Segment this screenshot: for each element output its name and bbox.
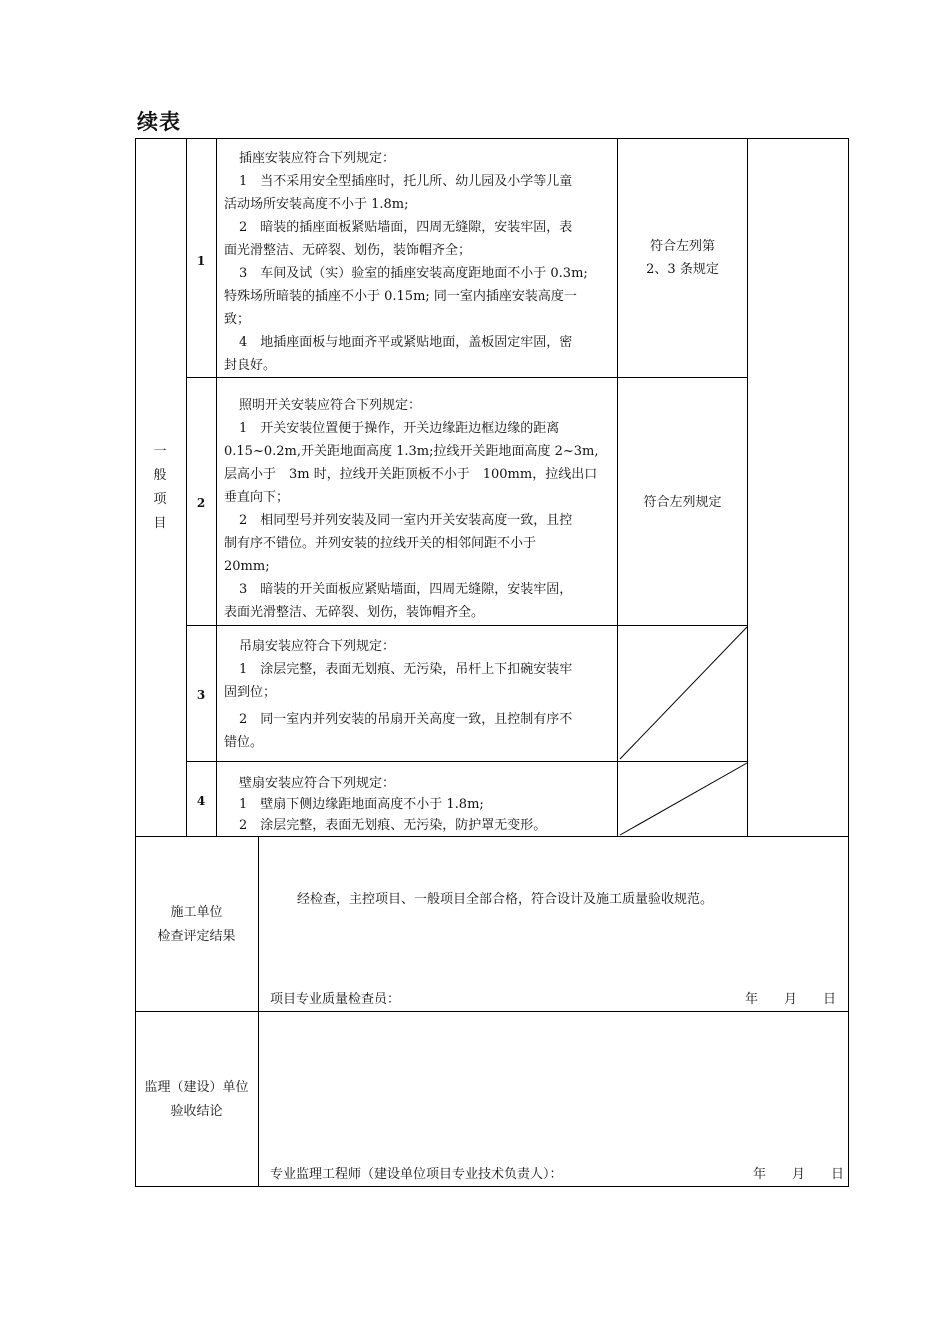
item-number: 3 [196, 688, 206, 702]
result-text [618, 491, 747, 514]
requirement-line: 1 开关安装位置便于操作，开关边缘距边框边缘的距离 [239, 421, 560, 436]
item-number: 4 [196, 794, 206, 808]
requirement-line: 2 相同型号并列安装及同一室内开关安装高度一致，且控 [239, 513, 573, 528]
requirement-line: 3 车间及试（实）验室的插座安装高度距地面不小于 0.3m; [239, 266, 588, 281]
table-border-right [848, 138, 849, 1187]
supervision-date: 年 月 日 [753, 1167, 845, 1182]
label-line: 验收结论 [170, 1104, 223, 1119]
requirement-line: 20mm; [224, 559, 270, 574]
requirement-line: 活动场所安装高度不小于 1.8m; [224, 197, 409, 212]
category-char: 般 [153, 468, 167, 483]
requirement-line: 特殊场所暗装的插座不小于 0.15m; 同一室内插座安装高度一 [224, 289, 577, 304]
requirement-line: 3 暗装的开关面板应紧贴墙面，四周无缝隙，安装牢固， [239, 582, 573, 597]
requirement-line: 1 当不采用安全型插座时，托儿所、幼儿园及小学等儿童 [239, 174, 573, 189]
requirement-line: 0.15~0.2m,开关距地面高度 1.3m;拉线开关距地面高度 2~3m, [224, 444, 599, 459]
label-line: 监理（建设）单位 [144, 1080, 249, 1095]
requirement-line: 封良好。 [224, 358, 277, 373]
not-applicable-slash [618, 762, 748, 836]
requirement-line: 垂直向下； [224, 490, 290, 505]
requirement-line: 吊扇安装应符合下列规定： [239, 639, 396, 654]
requirement-line: 2 暗装的插座面板紧贴墙面，四周无缝隙，安装牢固，表 [239, 220, 573, 235]
not-applicable-slash [618, 626, 748, 761]
item-number: 1 [196, 254, 206, 268]
construction-unit-label [135, 901, 258, 949]
page-title: 续表 [137, 110, 181, 134]
category-char: 目 [153, 516, 167, 531]
label-line: 检查评定结果 [157, 929, 236, 944]
requirement-line: 致； [224, 312, 251, 327]
requirement-line: 1 涂层完整，表面无划痕、无污染，吊杆上下扣碗安装牢 [239, 662, 573, 677]
requirement-line: 层高小于 3m 时，拉线开关距顶板不小于 100mm，拉线出口 [224, 467, 598, 482]
result-text [618, 235, 747, 281]
divider-v2 [216, 138, 217, 836]
construction-date: 年 月 日 [745, 992, 837, 1007]
requirement-text [224, 773, 612, 836]
requirement-line: 错位。 [224, 735, 264, 750]
inspection-table [135, 138, 849, 1187]
result-line: 符合左列第 [649, 239, 715, 254]
quality-inspector-label: 项目专业质量检查员： [270, 992, 401, 1007]
category-label [151, 440, 169, 536]
requirement-line: 固到位； [224, 685, 277, 700]
category-char: 项 [153, 492, 167, 507]
result-line: 2、3 条规定 [646, 262, 719, 277]
construction-conclusion: 经检查，主控项目、一般项目全部合格，符合设计及施工质量验收规范。 [297, 892, 714, 907]
supervision-unit-label [135, 1076, 258, 1124]
result-line: 符合左列规定 [643, 495, 722, 510]
table-border-bottom [135, 1186, 849, 1187]
requirement-line: 2 同一室内并列安装的吊扇开关高度一致，且控制有序不 [239, 712, 573, 727]
item-number: 2 [196, 496, 206, 510]
table-border-left [135, 138, 136, 1187]
requirement-line: 4 地插座面板与地面齐平或紧贴地面，盖板固定牢固，密 [239, 335, 573, 350]
table-border-top [135, 138, 849, 139]
requirement-line: 插座安装应符合下列规定： [239, 151, 396, 166]
requirement-line: 照明开关安装应符合下列规定： [239, 398, 422, 413]
requirement-line: 面光滑整洁、无碎裂、划伤，装饰帽齐全； [224, 243, 472, 258]
row-divider-lower [135, 1011, 849, 1012]
requirement-line: 1 壁扇下侧边缘距地面高度不小于 1.8m; [239, 797, 484, 812]
supervision-engineer-label: 专业监理工程师（建设单位项目专业技术负责人）： [270, 1167, 563, 1182]
section-divider [135, 836, 849, 837]
requirement-text [224, 394, 612, 624]
divider-v1 [186, 138, 187, 836]
requirement-text [224, 635, 612, 754]
requirement-line: 制有序不错位。并列安装的拉线开关的相邻间距不小于 [224, 536, 537, 551]
requirement-line: 表面光滑整洁、无碎裂、划伤，装饰帽齐全。 [224, 605, 485, 620]
requirement-text [224, 147, 612, 377]
requirement-line: 2 涂层完整，表面无划痕、无污染，防护罩无变形。 [239, 818, 547, 833]
label-line: 施工单位 [170, 905, 223, 920]
row-divider-1 [186, 377, 748, 378]
category-char: 一 [153, 444, 167, 459]
requirement-line: 壁扇安装应符合下列规定： [239, 776, 396, 791]
